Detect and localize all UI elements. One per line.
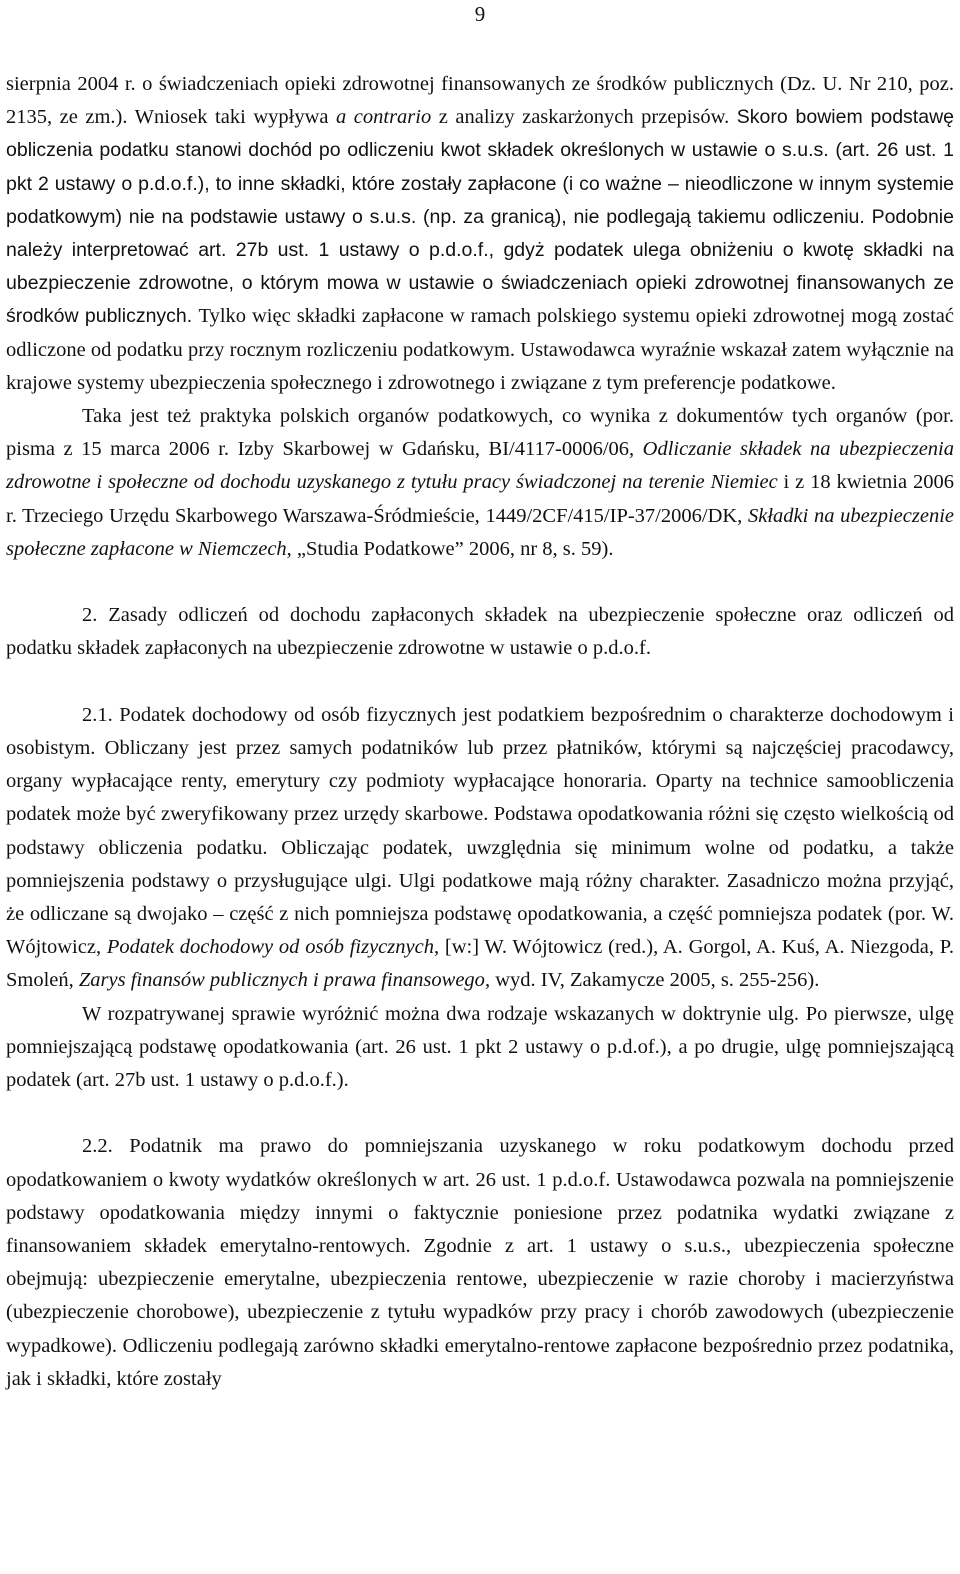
spacer <box>6 566 954 599</box>
section-2-2-paragraph: 2.2. Podatnik ma prawo do pomniejszania uzyskanego w roku podatkowym dochodu przed opodatkowaniem o kwoty wydatków określonych w art. 26 ust. 1 p.d.o.f. Ustawodawca pozwala na pomniejszenie podstawy opodatkowania między innymi o faktycznie poniesione przez podatnika wydatki związane z finansowaniem składek emerytalno-rentowych. Zgodnie z art. 1 ustawy o s.u.s., ubezpieczenia społeczne obejmują: ubezpieczenie emerytalne, ubezpieczenia rentowe, ubezpieczenie w razie choroby i macierzyństwa (ubezpieczenie chorobowe), ubezpieczenie z tytułu wypadków przy pracy i chorób zawodowych (ubezpieczenie wypadkowe). Odliczeniu podlegają zarówno składki emerytalno-rentowe zapłacone bezpośrednio przez podatnika, jak i składki, które zostały <box>6 1135 954 1390</box>
paragraph-relief-types: W rozpatrywanej sprawie wyróżnić można dwa rodzaje wskazanych w doktrynie ulg. Po pierwsze, ulgę pomniejszającą podstawę opodatkowania (art. 26 ust. 1 pkt 2 ustawy o p.d.of.), a po drugie, ulgę pomniejszającą podatek (art. 27b ust. 1 ustawy o p.d.o.f.). <box>6 1002 954 1092</box>
page-number: 9 <box>474 2 486 26</box>
document-body <box>6 68 954 1396</box>
section-2-1-paragraph: 2.1. Podatek dochodowy od osób fizycznych jest podatkiem bezpośrednim o charakterze dochodowym i osobistym. Obliczany jest przez samych podatników lub przez płatników, którymi są najczęściej pracodawcy, organy wypłacające renty, emerytury czy podmioty wypłacające honoraria. Oparty na technice samoobliczenia podatek może być zweryfikowany przez urzędy skarbowe. Podstawa opodatkowania różni się często wielkością od podstawy obliczenia podatku. Obliczając podatek, uwzględnia się minimum wolne od podatku, a także pomniejszenia podstawy o przysługujące ulgi. Ulgi podatkowe mają różny charakter. Zasadniczo można przyjąć, że odliczane są dwojako – część z nich pomniejsza podstawę opodatkowania, a część pomniejsza podatek (por. W. Wójtowicz, Podatek dochodowy od osób fizycznych, [w:] W. Wójtowicz (red.), A. Gorgol, A. Kuś, A. Niezgoda, P. Smoleń, Zarys finansów publicznych i prawa finansowego, wyd. IV, Zakamycze 2005, s. 255-256). <box>6 703 954 992</box>
section-heading-2: 2. Zasady odliczeń od dochodu zapłaconych składek na ubezpieczenie społeczne oraz odliczeń od podatku składek zapłaconych na ubezpieczenie zdrowotne w ustawie o p.d.o.f. <box>6 604 954 660</box>
paragraph-continuation: sierpnia 2004 r. o świadczeniach opieki zdrowotnej finansowanych ze środków publicznych (Dz. U. Nr 210, poz. 2135, ze zm.). Wniosek taki wypływa a contrario z analizy zaskarżonych przepisów. Skoro bowiem podstawę obliczenia podatku stanowi dochód po odliczeniu kwot składek określonych w ustawie o s.u.s. (art. 26 ust. 1 pkt 2 ustawy o p.d.o.f.), to inne składki, które zostały zapłacone (i co ważne – nieodliczone w innym systemie podatkowym) nie na podstawie ustawy o s.u.s. (np. za granicą), nie podlegają takiemu odliczeniu. Podobnie należy interpretować art. 27b ust. 1 ustawy o p.d.o.f., gdyż podatek ulega obniżeniu o kwotę składki na ubezpieczenie zdrowotne, o którym mowa w ustawie o świadczeniach opieki zdrowotnej finansowanych ze środków publicznych. Tylko więc składki zapłacone w ramach polskiego systemu opieki zdrowotnej mogą zostać odliczone od podatku przy rocznym rozliczeniu podatkowym. Ustawodawca wyraźnie wskazał zatem wyłącznie na krajowe systemy ubezpieczenia społecznego i zdrowotnego i związane z tym preferencje podatkowe. <box>6 73 954 394</box>
spacer <box>6 666 954 699</box>
spacer <box>6 1097 954 1130</box>
paragraph-practice: Taka jest też praktyka polskich organów podatkowych, co wynika z dokumentów tych organów (por. pisma z 15 marca 2006 r. Izby Skarbowej w Gdańsku, BI/4117-0006/06, Odliczanie składek na ubezpieczenia zdrowotne i społeczne od dochodu uzyskanego z tytułu pracy świadczonej na terenie Niemiec i z 18 kwietnia 2006 r. Trzeciego Urzędu Skarbowego Warszawa-Śródmieście, 1449/2CF/415/IP-37/2006/DK, Składki na ubezpieczenie społeczne zapłacone w Niemczech, „Studia Podatkowe” 2006, nr 8, s. 59). <box>6 405 955 560</box>
